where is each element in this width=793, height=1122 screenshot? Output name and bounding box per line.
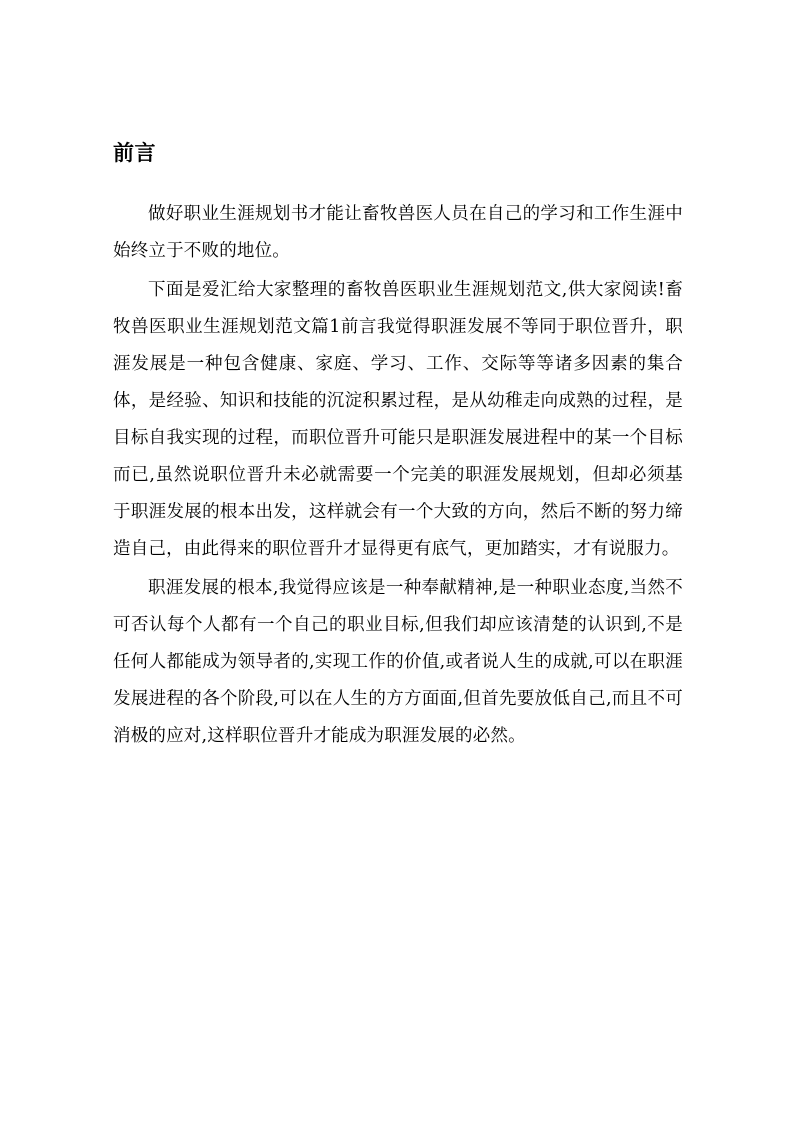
paragraph-1: 做好职业生涯规划书才能让畜牧兽医人员在自己的学习和工作生涯中始终立于不败的地位。 [113, 204, 683, 261]
paragraph-3: 职涯发展的根本,我觉得应该是一种奉献精神,是一种职业态度,当然不可否认每个人都有一个自己的职业目标,但我们却应该清楚的认识到,不是任何人都能成为领导者的,实现工作的价值,或者说人生的成就,可以在职涯发展进程的各个阶段,可以在人生的方方面面,但首先要放低自己,而且不可消极的应对,这样职位晋升才能成为职涯发展的必然。 [113, 578, 683, 746]
paragraph-2: 下面是爱汇给大家整理的畜牧兽医职业生涯规划范文,供大家阅读!畜牧兽医职业生涯规划范文篇1前言我觉得职涯发展不等同于职位晋升，职涯发展是一种包含健康、家庭、学习、工作、交际等等诸多因素的集合体，是经验、知识和技能的沉淀积累过程，是从幼稚走向成熟的过程，是目标自我实现的过程，而职位晋升可能只是职涯发展进程中的某一个目标而已,虽然说职位晋升未必就需要一个完美的职涯发展规划，但却必须基于职涯发展的根本出发，这样就会有一个大致的方向，然后不断的努力缔造自己，由此得来的职位晋升才显得更有底气，更加踏实，才有说服力。 [113, 280, 683, 559]
document-body [113, 138, 683, 757]
page-title: 前言 [113, 141, 156, 165]
